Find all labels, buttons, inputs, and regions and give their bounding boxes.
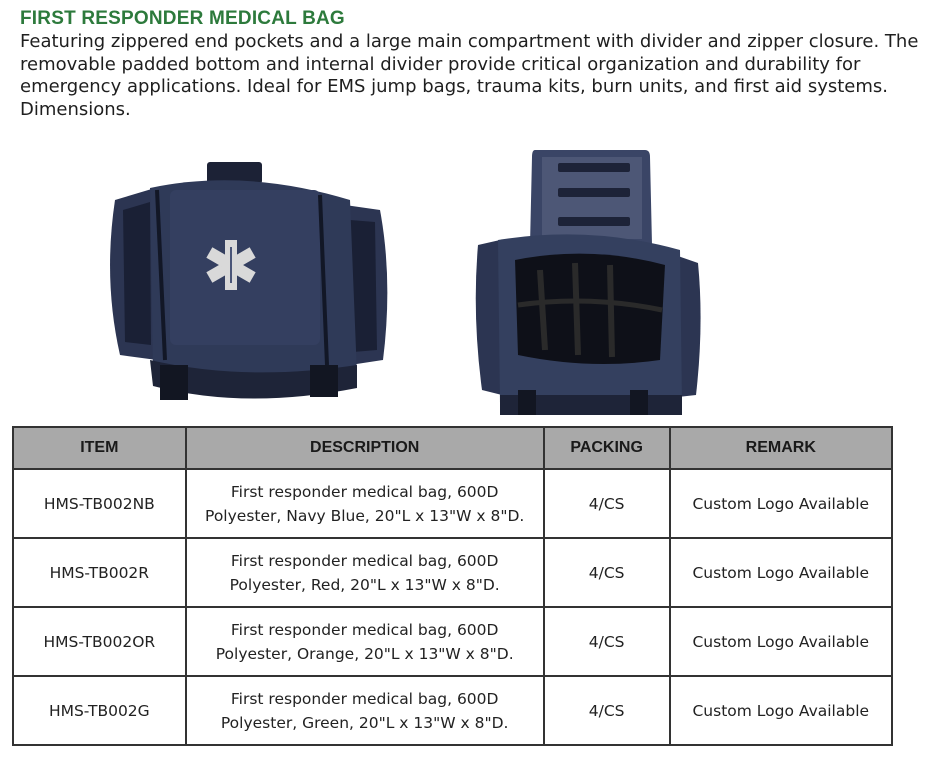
description-cell: [186, 607, 544, 676]
bag-open-photo: [470, 145, 705, 415]
header-packing: PACKING: [544, 427, 670, 469]
packing-cell: 4/CS: [544, 538, 670, 607]
description-cell: [186, 676, 544, 745]
product-description: Featuring zippered end pockets and a large main compartment with divider and zipper closure. The removable padded bottom and internal divider provide critical organization and durability for emergency applications. Ideal for EMS jump bags, trauma kits, burn units, and first aid systems. Dimensions.: [20, 31, 919, 120]
product-title: FIRST RESPONDER MEDICAL BAG: [20, 8, 345, 29]
description-line-1: First responder medical bag, 600D: [230, 482, 499, 501]
table-row: [13, 676, 892, 745]
table-row: [13, 538, 892, 607]
description-line-1: First responder medical bag, 600D: [230, 620, 499, 639]
remark-cell: Custom Logo Available: [670, 469, 892, 538]
description-line-2: Polyester, Green, 20"L x 13"W x 8"D.: [220, 713, 509, 732]
item-cell: HMS-TB002G: [13, 676, 186, 745]
bag-front-photo: [95, 160, 395, 410]
item-cell: HMS-TB002R: [13, 538, 186, 607]
description-line-2: Polyester, Orange, 20"L x 13"W x 8"D.: [215, 644, 514, 663]
description-line-2: Polyester, Navy Blue, 20"L x 13"W x 8"D.: [205, 506, 525, 525]
packing-cell: 4/CS: [544, 676, 670, 745]
packing-cell: 4/CS: [544, 607, 670, 676]
item-cell: HMS-TB002OR: [13, 607, 186, 676]
remark-cell: Custom Logo Available: [670, 676, 892, 745]
remark-cell: Custom Logo Available: [670, 607, 892, 676]
header-description: DESCRIPTION: [186, 427, 544, 469]
description-line-1: First responder medical bag, 600D: [230, 689, 499, 708]
table-row: [13, 469, 892, 538]
remark-cell: Custom Logo Available: [670, 538, 892, 607]
description-line-2: Polyester, Red, 20"L x 13"W x 8"D.: [229, 575, 500, 594]
table-row: [13, 607, 892, 676]
header-item: ITEM: [13, 427, 186, 469]
packing-cell: 4/CS: [544, 469, 670, 538]
description-cell: [186, 469, 544, 538]
item-cell: HMS-TB002NB: [13, 469, 186, 538]
description-cell: [186, 538, 544, 607]
description-line-1: First responder medical bag, 600D: [230, 551, 499, 570]
header-remark: REMARK: [670, 427, 892, 469]
table-header-row: [13, 427, 892, 469]
product-spec-table: [12, 426, 893, 746]
